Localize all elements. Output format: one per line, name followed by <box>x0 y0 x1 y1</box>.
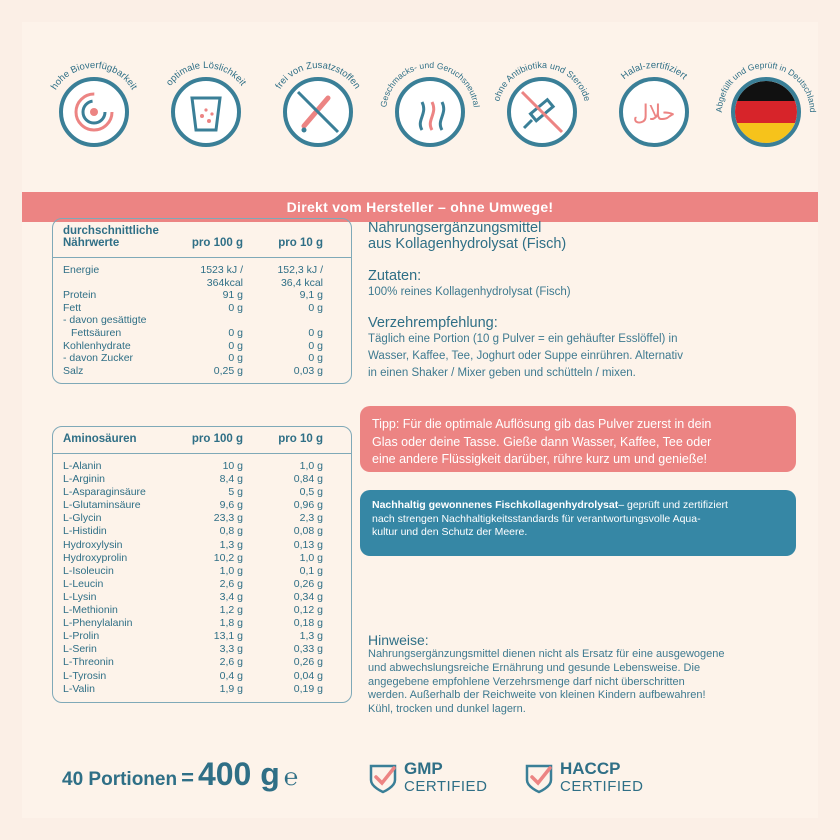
table-row <box>63 656 341 669</box>
table-row <box>63 565 341 578</box>
portions-summary <box>62 756 298 796</box>
table-row <box>63 327 341 340</box>
row-label: Hydroxyprolin <box>63 551 128 564</box>
row-label: L-Threonin <box>63 656 114 669</box>
svg-text:Geschmacks- und Geruchsneutral: Geschmacks- und Geruchsneutral <box>378 59 482 108</box>
ingredients-text: 100% reines Kollagenhydrolysat (Fisch) <box>368 286 571 298</box>
svg-text:ohne Antibiotika und Steroide: ohne Antibiotika und Steroide <box>491 59 593 103</box>
notes-line: angegebene empfohlene Verzehrsmenge darf nicht überschritten <box>368 675 685 688</box>
row-value-100g: 364kcal <box>206 276 243 289</box>
row-value-10g: 36,4 kcal <box>280 276 323 289</box>
nutrition-table <box>52 218 352 384</box>
svg-text:optimale Löslichkeit: optimale Löslichkeit <box>164 59 249 89</box>
row-value-10g: 0 g <box>308 301 323 314</box>
row-value-10g: 0 g <box>308 352 323 365</box>
germany-flag-icon <box>712 58 820 166</box>
row-label: L-Tyrosin <box>63 669 107 682</box>
table-row <box>63 499 341 512</box>
row-value-100g <box>179 314 243 327</box>
table-row <box>63 314 341 327</box>
row-value-10g: 0,84 g <box>293 473 323 486</box>
row-label: - davon Zucker <box>63 352 134 365</box>
row-value-100g: 23,3 g <box>213 512 243 525</box>
row-label: L-Glycin <box>63 512 102 525</box>
net-weight: 400 g <box>197 756 280 792</box>
neutral-smell-icon <box>376 58 484 166</box>
row-label: L-Methionin <box>63 604 118 617</box>
notes-line: Kühl, trocken und dunkel lagern. <box>368 703 526 716</box>
row-value-100g: 1,8 g <box>219 617 243 630</box>
tip-line: Tipp: Für die optimale Auflösung gib das Pulver zuerst in dein <box>372 417 712 431</box>
row-value-100g: 0 g <box>228 352 243 365</box>
badge-solubility <box>152 58 260 166</box>
row-value-100g: 1,9 g <box>219 682 243 695</box>
row-value-100g: 91 g <box>222 289 243 302</box>
halal-icon <box>600 58 708 166</box>
table-row <box>63 264 341 277</box>
notes-line: und abwechslungsreiche Ernährung und gesunde Lebensweise. Die <box>368 661 701 674</box>
row-value-100g: 13,1 g <box>213 630 243 643</box>
row-label: L-Asparaginsäure <box>63 486 146 499</box>
estimated-sign: ℮ <box>283 764 299 791</box>
row-value-100g: 2,6 g <box>219 656 243 669</box>
amino-acid-table <box>52 426 352 703</box>
row-value-100g: 3,4 g <box>219 590 243 603</box>
row-label: L-Phenylalanin <box>63 617 133 630</box>
row-value-10g: 1,0 g <box>299 460 323 472</box>
row-value-10g: 0,03 g <box>293 364 323 377</box>
table-row <box>63 617 341 630</box>
row-value-100g: 1,0 g <box>219 564 243 577</box>
row-value-10g <box>243 314 323 327</box>
portions-label: 40 Portionen <box>62 769 178 790</box>
glass-solubility-icon <box>152 58 260 166</box>
row-value-100g: 2,6 g <box>219 577 243 590</box>
row-value-100g: 0,4 g <box>219 669 243 682</box>
usage-title: Verzehrempfehlung: <box>368 315 498 331</box>
row-value-10g: 1,3 g <box>299 630 323 643</box>
bioavailability-icon <box>40 58 148 166</box>
table-row <box>63 289 341 302</box>
row-value-10g: 0,34 g <box>293 590 323 603</box>
badge-no-additives <box>264 58 372 166</box>
shield-check-icon <box>524 762 554 794</box>
row-value-100g: 9,6 g <box>219 499 243 512</box>
table-row <box>63 643 341 656</box>
svg-text:frei von Zusatzstoffen: frei von Zusatzstoffen <box>273 59 363 92</box>
table-row <box>63 352 341 365</box>
row-value-100g: 0 g <box>228 326 243 339</box>
row-label: L-Alanin <box>63 460 102 472</box>
row-value-100g: 10,2 g <box>213 551 243 564</box>
row-label: Energie <box>63 264 100 276</box>
row-value-10g: 0,96 g <box>293 499 323 512</box>
table-row <box>63 512 341 525</box>
svg-text:Abgefüllt und Geprüft in Deuts: Abgefüllt und Geprüft in Deutschland <box>713 59 819 113</box>
row-value-10g: 9,1 g <box>299 289 323 302</box>
row-label: Protein <box>63 289 97 302</box>
gmp-certified-badge <box>368 760 487 796</box>
usage-line: in einen Shaker / Mixer geben und schütteln / mixen. <box>368 367 636 379</box>
table-row <box>63 683 341 696</box>
row-value-100g: 0 g <box>228 301 243 314</box>
row-value-10g: 0,33 g <box>293 643 323 656</box>
sustainability-box <box>360 490 796 556</box>
row-value-100g: 0,25 g <box>213 364 243 377</box>
table-row <box>63 539 341 552</box>
row-label: L-Prolin <box>63 630 100 643</box>
table-row <box>63 591 341 604</box>
row-value-100g: 0 g <box>228 339 243 352</box>
row-value-10g: 0,19 g <box>293 682 323 695</box>
haccp-certified-badge <box>524 760 643 796</box>
table-row <box>63 460 341 473</box>
row-value-100g: 3,3 g <box>219 643 243 656</box>
row-label: - davon gesättigte <box>63 314 147 327</box>
row-value-10g: 1,0 g <box>299 551 323 564</box>
table-row <box>63 365 341 378</box>
row-value-10g: 0,08 g <box>293 525 323 538</box>
col-per-10g: pro 10 g <box>278 237 323 249</box>
row-value-10g: 0,1 g <box>299 564 323 577</box>
cert-subtitle: CERTIFIED <box>560 778 644 795</box>
tip-box <box>360 406 796 472</box>
row-value-10g: 0,5 g <box>299 486 323 499</box>
amino-table-header <box>53 427 351 454</box>
col-per-100g: pro 100 g <box>191 433 243 445</box>
row-value-10g: 0,13 g <box>293 538 323 551</box>
row-value-10g: 0 g <box>308 326 323 339</box>
no-syringe-icon <box>488 58 596 166</box>
row-value-10g: 0,26 g <box>293 577 323 590</box>
row-label: Salz <box>63 364 84 377</box>
badge-halal <box>600 58 708 166</box>
svg-text:حلال: حلال <box>632 101 676 126</box>
table-row <box>63 630 341 643</box>
badge-no-antibiotics <box>488 58 596 166</box>
badge-neutral <box>376 58 484 166</box>
row-value-10g: 0,18 g <box>293 617 323 630</box>
col-per-100g: pro 100 g <box>191 237 243 249</box>
ingredients-title: Zutaten: <box>368 268 422 284</box>
shield-check-icon <box>368 762 398 794</box>
equals-sign: = <box>181 765 194 790</box>
row-label: L-Isoleucin <box>63 564 114 577</box>
row-label: Fett <box>63 301 82 314</box>
row-label: L-Arginin <box>63 473 106 486</box>
row-value-10g: 0,04 g <box>293 669 323 682</box>
banner: Direkt vom Hersteller – ohne Umwege! <box>22 192 818 222</box>
table-row <box>63 578 341 591</box>
product-title: Nahrungsergänzungsmittel <box>368 220 542 236</box>
row-value-10g: 0,26 g <box>293 656 323 669</box>
row-label: L-Lysin <box>63 590 97 603</box>
table-row <box>63 277 341 290</box>
feature-badges <box>22 58 818 188</box>
sustainability-rest: – geprüft und zertifiziert <box>618 499 728 511</box>
row-value-100g: 1523 kJ / <box>200 264 243 276</box>
row-label: Fettsäuren <box>71 326 122 339</box>
amino-header-label: Aminosäuren <box>63 433 137 445</box>
row-label: L-Histidin <box>63 525 107 538</box>
row-label: Kohlenhydrate <box>63 339 131 352</box>
svg-text:hohe Bioverfügbarkeit: hohe Bioverfügbarkeit <box>48 59 140 92</box>
row-value-10g: 0 g <box>308 339 323 352</box>
row-label: L-Glutaminsäure <box>63 499 141 512</box>
amino-table-body <box>53 454 351 702</box>
no-additives-pipette-icon <box>264 58 372 166</box>
cert-subtitle: CERTIFIED <box>404 778 488 795</box>
product-description <box>368 220 798 382</box>
table-row <box>63 473 341 486</box>
product-info-card <box>22 22 818 818</box>
table-row <box>63 486 341 499</box>
cert-title: GMP <box>404 759 443 778</box>
row-value-10g: 2,3 g <box>299 512 323 525</box>
row-label: Hydroxylysin <box>63 538 123 551</box>
row-value-10g: 152,3 kJ / <box>277 264 323 276</box>
badge-bioavailability <box>40 58 148 166</box>
row-value-100g: 5 g <box>228 486 243 499</box>
sustainability-line: nach strengen Nachhaltigkeitsstandards für verantwortungsvolle Aqua- <box>372 512 701 525</box>
row-value-100g: 10 g <box>222 460 243 472</box>
row-label <box>63 277 179 290</box>
product-subtitle: aus Kollagenhydrolysat (Fisch) <box>368 236 567 252</box>
notes-line: Nahrungsergänzungsmittel dienen nicht als Ersatz für eine ausgewogene <box>368 648 725 660</box>
sustainability-line: kultur und den Schutz der Meere. <box>372 526 528 538</box>
row-value-100g: 8,4 g <box>219 473 243 486</box>
sustainability-bold: Nachhaltig gewonnenes Fischkollagenhydrolysat <box>372 499 619 511</box>
nutrition-table-body <box>53 258 351 383</box>
svg-text:Halal-zertifiziert: Halal-zertifiziert <box>619 59 690 82</box>
table-row <box>63 552 341 565</box>
nutrition-table-header <box>53 219 351 258</box>
cert-title: HACCP <box>560 759 621 778</box>
table-row <box>63 604 341 617</box>
usage-line: Täglich eine Portion (10 g Pulver = ein gehäufter Esslöffel) in <box>368 333 678 345</box>
badge-germany <box>712 58 820 166</box>
col-per-10g: pro 10 g <box>278 433 323 445</box>
notes-title: Hinweise: <box>368 632 429 648</box>
nutrition-header-label: Nährwerte <box>63 237 120 249</box>
row-value-10g: 0,12 g <box>293 604 323 617</box>
table-row <box>63 525 341 538</box>
nutrition-header-label: durchschnittliche <box>63 225 159 237</box>
row-value-100g: 1,3 g <box>219 538 243 551</box>
table-row <box>63 670 341 683</box>
table-row <box>63 340 341 353</box>
tip-line: eine andere Flüssigkeit darüber, rühre kurz um und genieße! <box>372 452 707 466</box>
tip-line: Glas oder deine Tasse. Gieße dann Wasser, Kaffee, Tee oder <box>372 434 712 449</box>
row-label: L-Serin <box>63 643 97 656</box>
row-value-100g: 1,2 g <box>219 604 243 617</box>
row-label: L-Valin <box>63 682 95 695</box>
row-label: L-Leucin <box>63 577 104 590</box>
notes-line: werden. Außerhalb der Reichweite von kleinen Kindern aufbewahren! <box>368 689 706 702</box>
table-row <box>63 302 341 315</box>
notes-section <box>368 632 798 717</box>
usage-line: Wasser, Kaffee, Tee, Joghurt oder Suppe einrühren. Alternativ <box>368 350 683 362</box>
row-value-100g: 0,8 g <box>219 525 243 538</box>
